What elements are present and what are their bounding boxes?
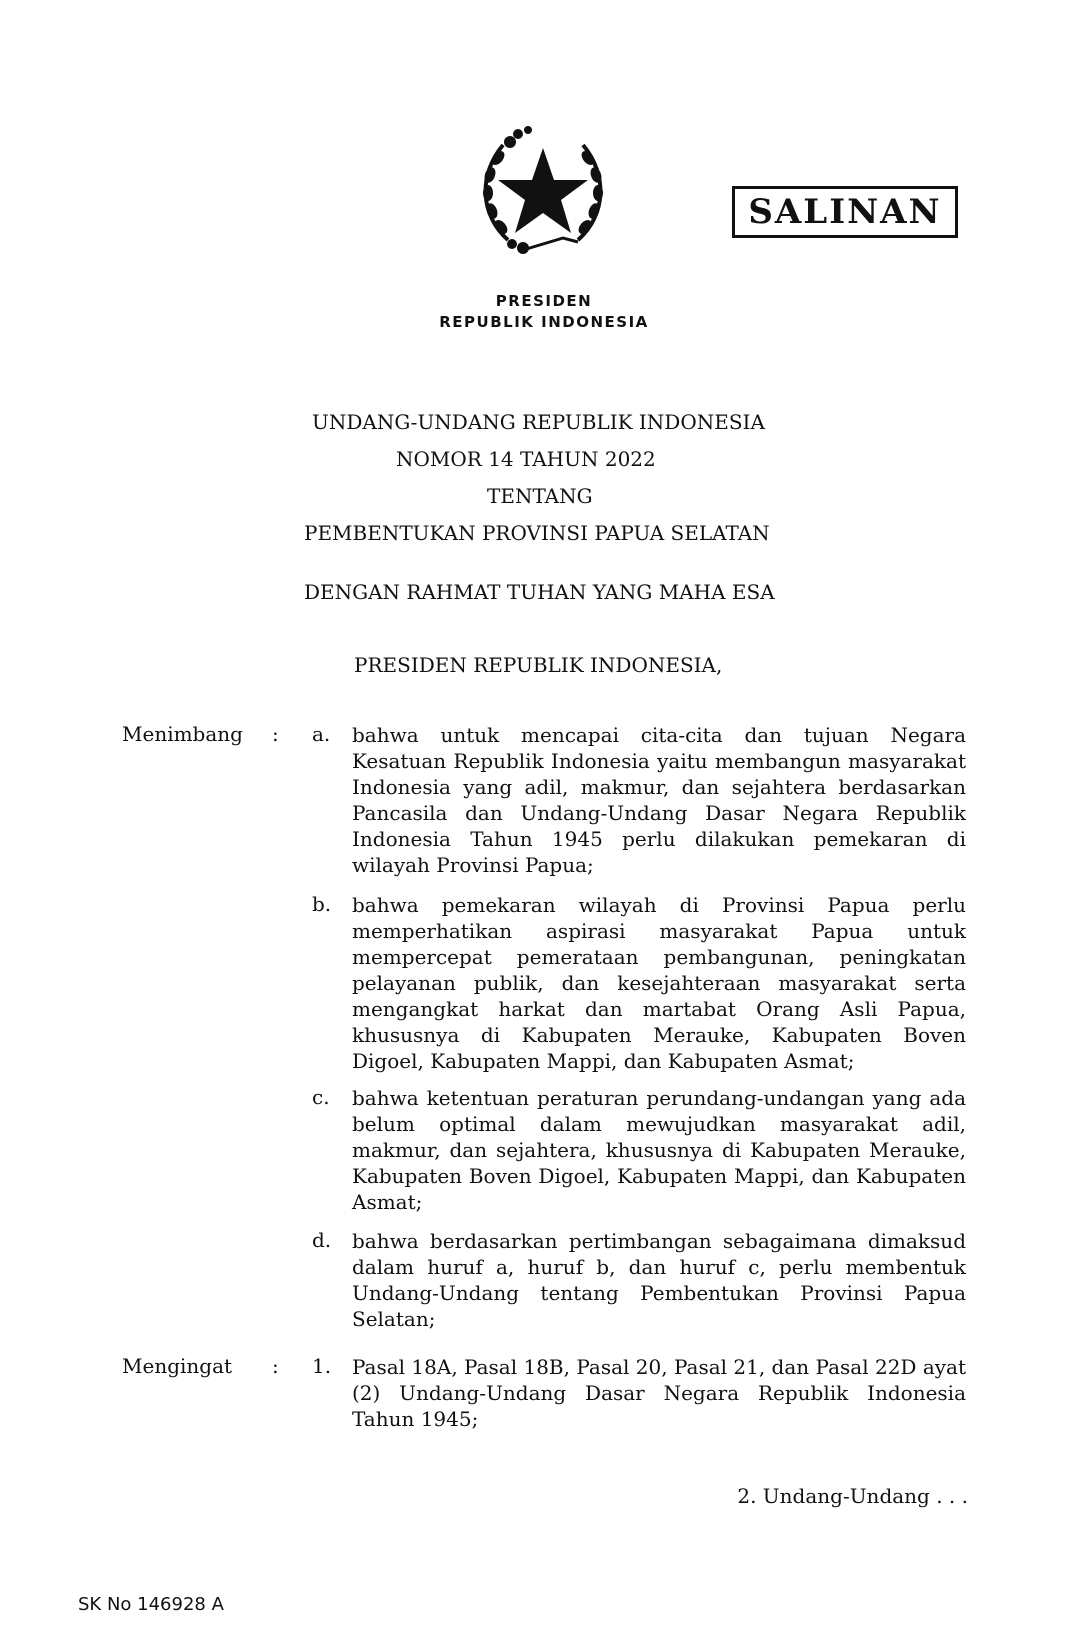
stamp-text: SALINAN [748, 192, 942, 232]
menimbang-item-letter: c. [312, 1085, 330, 1109]
office-line-2: REPUBLIK INDONESIA [439, 313, 649, 331]
law-number: NOMOR 14 TAHUN 2022 [396, 447, 656, 471]
mengingat-colon: : [272, 1354, 279, 1378]
menimbang-item-text: bahwa pemekaran wilayah di Provinsi Papua perlu memperhatikan aspirasi masyarakat Papua untuk mempercepat pemerataan pembangunan, peningkatan pelayanan publik, dan kesejahteraan masyarakat serta mengangkat harkat dan martabat Orang Asli Papua, khususnya di Kabupaten Merauke, Kabupaten Boven Digoel, Kabupaten Mappi, dan Kabupaten Asmat; [352, 893, 966, 1073]
issuer: PRESIDEN REPUBLIK INDONESIA, [354, 653, 723, 677]
mengingat-label: Mengingat [122, 1354, 233, 1378]
menimbang-label: Menimbang [122, 722, 243, 746]
invocation: DENGAN RAHMAT TUHAN YANG MAHA ESA [304, 580, 775, 604]
menimbang-item-text: bahwa untuk mencapai cita-cita dan tujuan Negara Kesatuan Republik Indonesia yaitu membangun masyarakat Indonesia yang adil, makmur, dan sejahtera berdasarkan Pancasila dan Undang-Undang Dasar Negara Republik Indonesia Tahun 1945 perlu dilakukan pemekaran di wilayah Provinsi Papua; [352, 723, 966, 877]
menimbang-item-letter: b. [312, 892, 332, 916]
menimbang-colon: : [272, 722, 279, 746]
mengingat-item-number: 1. [312, 1354, 332, 1378]
menimbang-item-text: bahwa berdasarkan pertimbangan sebagaimana dimaksud dalam huruf a, huruf b, dan huruf c, perlu membentuk Undang-Undang tentang Pembentukan Provinsi Papua Selatan; [352, 1229, 966, 1331]
next-page-catchword: 2. Undang-Undang . . . [737, 1484, 968, 1508]
sk-number: SK No 146928 A [78, 1594, 224, 1615]
menimbang-item-text: bahwa ketentuan peraturan perundang-undangan yang ada belum optimal dalam mewujudkan masyarakat adil, makmur, dan sejahtera, khususnya di Kabupaten Merauke, Kabupaten Boven Digoel, Kabupaten Mappi, dan Kabupaten Asmat; [352, 1086, 966, 1214]
menimbang-item-letter: d. [312, 1228, 332, 1252]
law-tentang: TENTANG [487, 484, 593, 508]
menimbang-item-letter: a. [312, 722, 331, 746]
office-line-1: PRESIDEN [495, 292, 593, 310]
law-title: UNDANG-UNDANG REPUBLIK INDONESIA [312, 410, 765, 434]
salinan-stamp [732, 186, 958, 238]
presidential-emblem-icon [468, 120, 618, 270]
law-subject: PEMBENTUKAN PROVINSI PAPUA SELATAN [304, 521, 770, 545]
mengingat-item-text: Pasal 18A, Pasal 18B, Pasal 20, Pasal 21, dan Pasal 22D ayat (2) Undang-Undang Dasar Negara Republik Indonesia Tahun 1945; [352, 1355, 966, 1431]
